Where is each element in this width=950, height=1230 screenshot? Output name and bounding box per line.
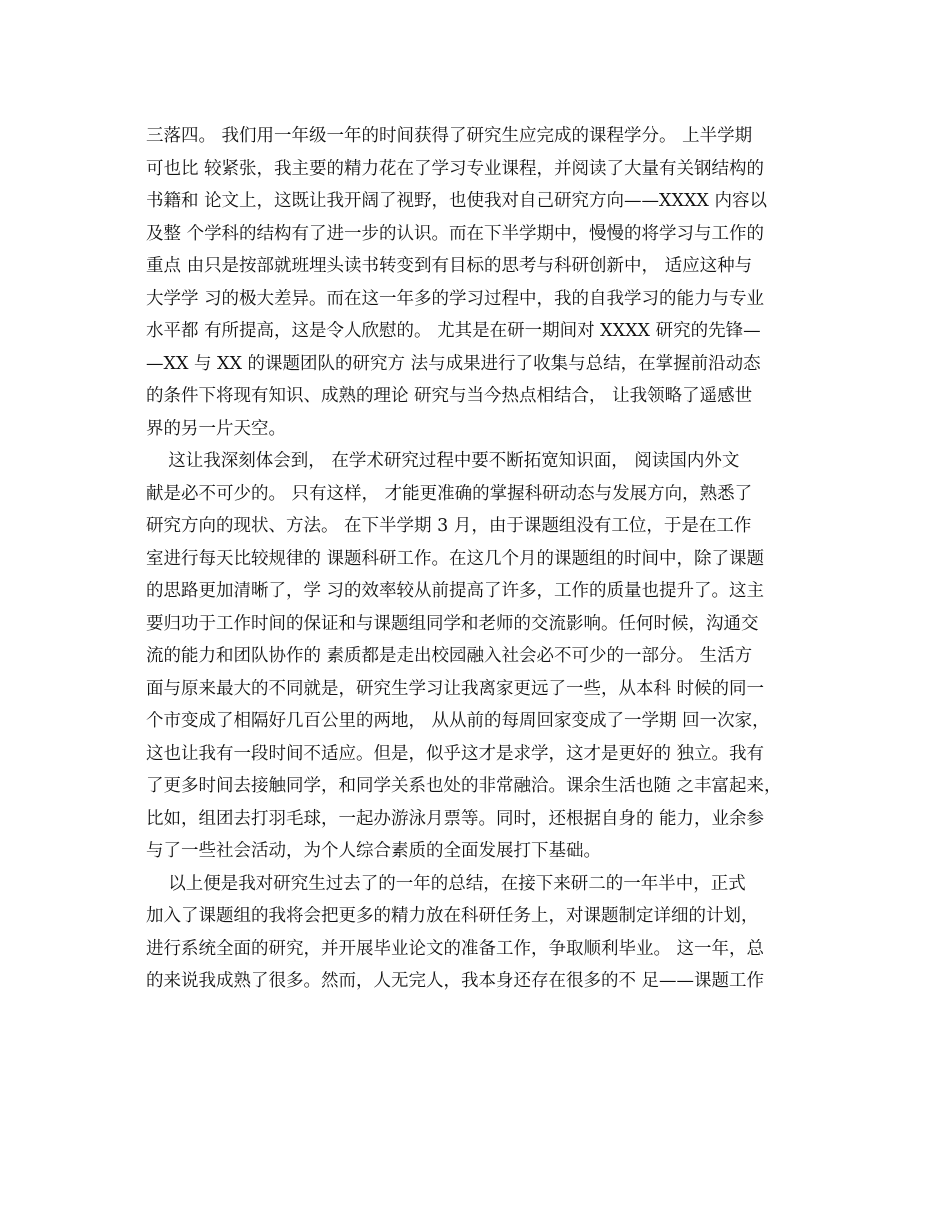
text-line: 比如，组团去打羽毛球，一起办游泳月票等。同时，还根据自身的 能力，业余参 [146,808,765,829]
text-line: 以上便是我对研究生过去了的一年的总结，在接下来研二的一年半中，正式 [146,873,746,894]
text-line: 的条件下将现有知识、成熟的理论 研究与当今热点相结合， 让我领略了遥感世 [146,386,753,406]
text-line: 这也让我有一段时间不适应。但是，似乎这才是求学，这才是更好的 独立。我有 [146,743,765,764]
paragraph [146,868,826,998]
paragraph [146,445,826,868]
text-line: 进行系统全面的研究，并开展毕业论文的准备工作，争取顺利毕业。 这一年，总 [146,938,765,959]
text-line: 书籍和 论文上，这既让我开阔了视野，也使我对自己研究方向——XXXX 内容以 [146,191,767,211]
text-line: 加入了课题组的我将会把更多的精力放在科研任务上，对课题制定详细的计划， [146,906,759,926]
text-line: 水平都 有所提高，这是令人欣慰的。 尤其是在研一期间对 XXXX 研究的先锋— [146,321,761,341]
text-line: 室进行每天比较规律的 课题科研工作。在这几个月的课题组的时间中，除了课题 [146,548,765,569]
text-line: 这让我深刻体会到， 在学术研究过程中要不断拓宽知识面， 阅读国内外文 [146,451,740,471]
text-line: 重点 由只是按部就班埋头读书转变到有目标的思考与科研创新中， 适应这种与 [146,256,753,276]
paragraph [146,120,826,445]
text-line: 界的另一片天空。 [146,418,286,439]
text-line: 流的能力和团队协作的 素质都是走出校园融入社会必不可少的一部分。 生活方 [146,646,753,666]
text-line: 大学学 习的极大差异。而在这一年多的学习过程中，我的自我学习的能力与专业 [146,288,765,309]
text-line: 三落四。 我们用一年级一年的时间获得了研究生应完成的课程学分。 上半学期 [146,126,753,146]
text-line: 与了一些社会活动，为个人综合素质的全面发展打下基础。 [146,841,601,861]
text-line: 的来说我成熟了很多。然而，人无完人，我本身还存在很多的不 足——课题工作 [146,971,765,991]
text-line: 及整 个学科的结构有了进一步的认识。而在下半学期中，慢慢的将学习与工作的 [146,223,765,244]
text-line: 献是必不可少的。 只有这样， 才能更准确的掌握科研动态与发展方向，熟悉了 [146,483,753,504]
text-line: 要归功于工作时间的保证和与课题组同学和老师的交流影响。任何时候，沟通交 [146,613,759,634]
document-body [146,120,826,998]
text-line: 可也比 较紧张，我主要的精力花在了学习专业课程，并阅读了大量有关钢结构的 [146,158,765,179]
text-line: 的思路更加清晰了，学 习的效率较从前提高了许多，工作的质量也提升了。这主 [146,581,765,601]
text-line: 面与原来最大的不同就是，研究生学习让我离家更远了一些，从本科 时候的同一 [146,678,765,699]
text-line: 了更多时间去接触同学，和同学关系也处的非常融洽。课余生活也随 之丰富起来， [146,776,782,796]
text-line: —XX 与 XX 的课题团队的研究方 法与成果进行了收集与总结，在掌握前沿动态 [146,353,761,374]
text-line: 个市变成了相隔好几百公里的两地， 从从前的每周回家变成了一学期 回一次家， [146,711,770,731]
text-line: 研究方向的现状、方法。 在下半学期 3 月，由于课题组没有工位，于是在工作 [146,516,752,536]
